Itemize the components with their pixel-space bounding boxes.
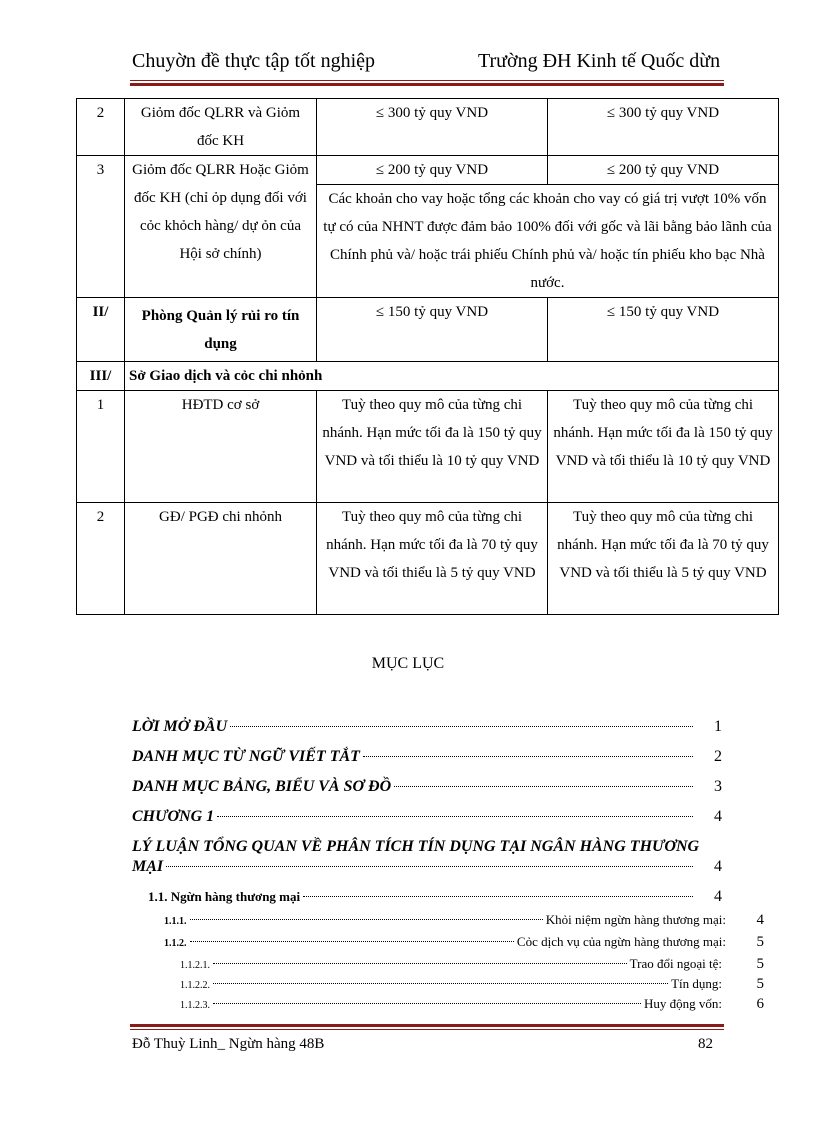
row-number: 2 <box>77 503 125 615</box>
toc-entry-page: 4 <box>756 912 764 928</box>
header-right-title: Trường ĐH Kinh tế Quốc dừn <box>478 50 721 72</box>
toc-leader <box>303 896 693 897</box>
toc-entry-page: 6 <box>756 996 764 1012</box>
toc-entry[interactable] <box>164 912 764 929</box>
toc-entry-page: 4 <box>714 858 722 875</box>
toc-entry-page: 3 <box>714 778 722 795</box>
toc-entry[interactable] <box>132 808 722 826</box>
authority-cell: Giỏm đốc QLRR và Giỏm đốc KH <box>125 99 317 156</box>
row-number: II/ <box>77 298 125 362</box>
toc-leader <box>166 866 693 867</box>
table-row <box>77 99 779 156</box>
toc-leader <box>394 786 693 787</box>
authority-cell: Phòng Quản lý rủi ro tín dụng <box>125 298 317 362</box>
toc-entry-number: 1.1.2. <box>164 938 187 949</box>
toc-title: MỤC LỤC <box>371 655 445 672</box>
merged-note-cell: Các khoản cho vay hoặc tổng các khoản cho vay có giá trị vượt 10% vốn tự có của NHNT được đảm bảo 100% đối với gốc và lãi bằng bảo lãnh của Chính phủ và/ hoặc trái phiếu Chính phủ và/ hoặc tín phiếu kho bạc Nhà nước. <box>317 185 779 298</box>
toc-leader <box>363 756 693 757</box>
limit-cell: ≤ 150 tỷ quy VND <box>317 298 548 362</box>
toc-leader <box>213 983 668 984</box>
toc-entry-page: 5 <box>756 934 764 950</box>
section-heading-cell: Sở Giao dịch và cỏc chi nhỏnh <box>125 362 779 391</box>
header-rule-thick <box>130 83 724 86</box>
toc-entry-label: Huy động vốn: <box>644 996 722 1011</box>
toc-entry-number: 1.1.2.2. <box>180 980 210 991</box>
row-number: 3 <box>77 156 125 298</box>
toc-leader <box>213 1003 641 1004</box>
limit-cell: ≤ 200 tỷ quy VND <box>548 156 779 185</box>
row-number: 2 <box>77 99 125 156</box>
toc-entry-label: Tín dụng: <box>671 976 722 991</box>
toc-entry[interactable] <box>148 888 722 906</box>
toc-entry[interactable] <box>180 976 764 993</box>
toc-entry[interactable] <box>132 718 722 736</box>
approval-limit-table <box>76 98 779 615</box>
table-row <box>77 362 779 391</box>
toc-entry[interactable] <box>180 956 764 973</box>
toc-entry[interactable] <box>132 748 722 766</box>
limit-cell: Tuỳ theo quy mô của từng chi nhánh. Hạn mức tối đa là 150 tỷ quy VND và tối thiểu là 10 tỷ quy VND <box>548 391 779 503</box>
toc-entry-page: 1 <box>714 718 722 735</box>
toc-entry-page: 2 <box>714 748 722 765</box>
toc-entry-label: 1.1. Ngừn hàng thương mại <box>148 889 301 904</box>
row-number: 1 <box>77 391 125 503</box>
limit-cell: ≤ 200 tỷ quy VND <box>317 156 548 185</box>
toc-entry-label: DANH MỤC TỪ NGỮ VIẾT TẮT <box>132 748 360 765</box>
toc-entry-label: CHƯƠNG 1 <box>132 808 215 825</box>
limit-cell: ≤ 150 tỷ quy VND <box>548 298 779 362</box>
limit-cell: Tuỳ theo quy mô của từng chi nhánh. Hạn mức tối đa là 70 tỷ quy VND và tối thiểu là 5 tỷ quy VND <box>548 503 779 615</box>
page-number: 82 <box>698 1036 713 1052</box>
authority-cell: GĐ/ PGĐ chi nhỏnh <box>125 503 317 615</box>
toc-entry-page: 4 <box>714 888 722 905</box>
authority-cell: HĐTD cơ sở <box>125 391 317 503</box>
toc-leader <box>190 919 543 920</box>
table-row <box>77 156 779 185</box>
limit-cell: Tuỳ theo quy mô của từng chi nhánh. Hạn mức tối đa là 70 tỷ quy VND và tối thiểu là 5 tỷ quy VND <box>317 503 548 615</box>
table-row <box>77 391 779 503</box>
toc-entry-page: 4 <box>714 808 722 825</box>
table-row <box>77 503 779 615</box>
toc-entry[interactable] <box>164 934 764 951</box>
toc-entry-label: DANH MỤC BẢNG, BIỂU VÀ SƠ ĐỒ <box>132 778 392 795</box>
footer-rule-thin <box>130 1029 724 1030</box>
footer-author: Đỗ Thuỳ Linh_ Ngừn hàng 48B <box>132 1036 325 1052</box>
toc-entry-page: 5 <box>756 976 764 992</box>
header-rule-thin <box>130 80 724 81</box>
header-left-title: Chuyờn đề thực tập tốt nghiệp <box>132 50 376 72</box>
limit-cell: ≤ 300 tỷ quy VND <box>317 99 548 156</box>
table-row <box>77 298 779 362</box>
toc-entry[interactable] <box>180 996 764 1013</box>
toc-entry-number: 1.1.2.3. <box>180 1000 210 1011</box>
toc-entry-page: 5 <box>756 956 764 972</box>
limit-cell: ≤ 300 tỷ quy VND <box>548 99 779 156</box>
toc-entry[interactable] <box>132 778 722 796</box>
toc-entry-label: LỜI MỞ ĐẦU <box>132 718 228 735</box>
toc-leader <box>190 941 514 942</box>
toc-entry-label: Cỏc dịch vụ của ngừn hàng thương mại: <box>516 934 726 949</box>
toc-leader <box>230 726 693 727</box>
footer-rule-thick <box>130 1024 724 1027</box>
toc-leader <box>213 963 627 964</box>
toc-entry-label-line2: MẠI <box>132 858 164 875</box>
row-number: III/ <box>77 362 125 391</box>
toc-leader <box>217 816 693 817</box>
toc-entry-number: 1.1.1. <box>164 916 187 927</box>
toc-entry-label-line1[interactable]: LÝ LUẬN TỔNG QUAN VỀ PHÂN TÍCH TÍN DỤNG TẠI NGÂN HÀNG THƯƠNG <box>132 838 700 855</box>
toc-entry[interactable] <box>132 858 722 876</box>
authority-cell: Giỏm đốc QLRR Hoặc Giỏm đốc KH (chỉ ỏp dụng đối với cỏc khỏch hàng/ dự ỏn của Hội sở chính) <box>125 156 317 298</box>
toc-entry-label: Khỏi niệm ngừn hàng thương mại: <box>545 912 726 927</box>
toc-entry-label: Trao đổi ngoại tệ: <box>629 956 722 971</box>
toc-entry-number: 1.1.2.1. <box>180 960 210 971</box>
limit-cell: Tuỳ theo quy mô của từng chi nhánh. Hạn mức tối đa là 150 tỷ quy VND và tối thiểu là 10 tỷ quy VND <box>317 391 548 503</box>
